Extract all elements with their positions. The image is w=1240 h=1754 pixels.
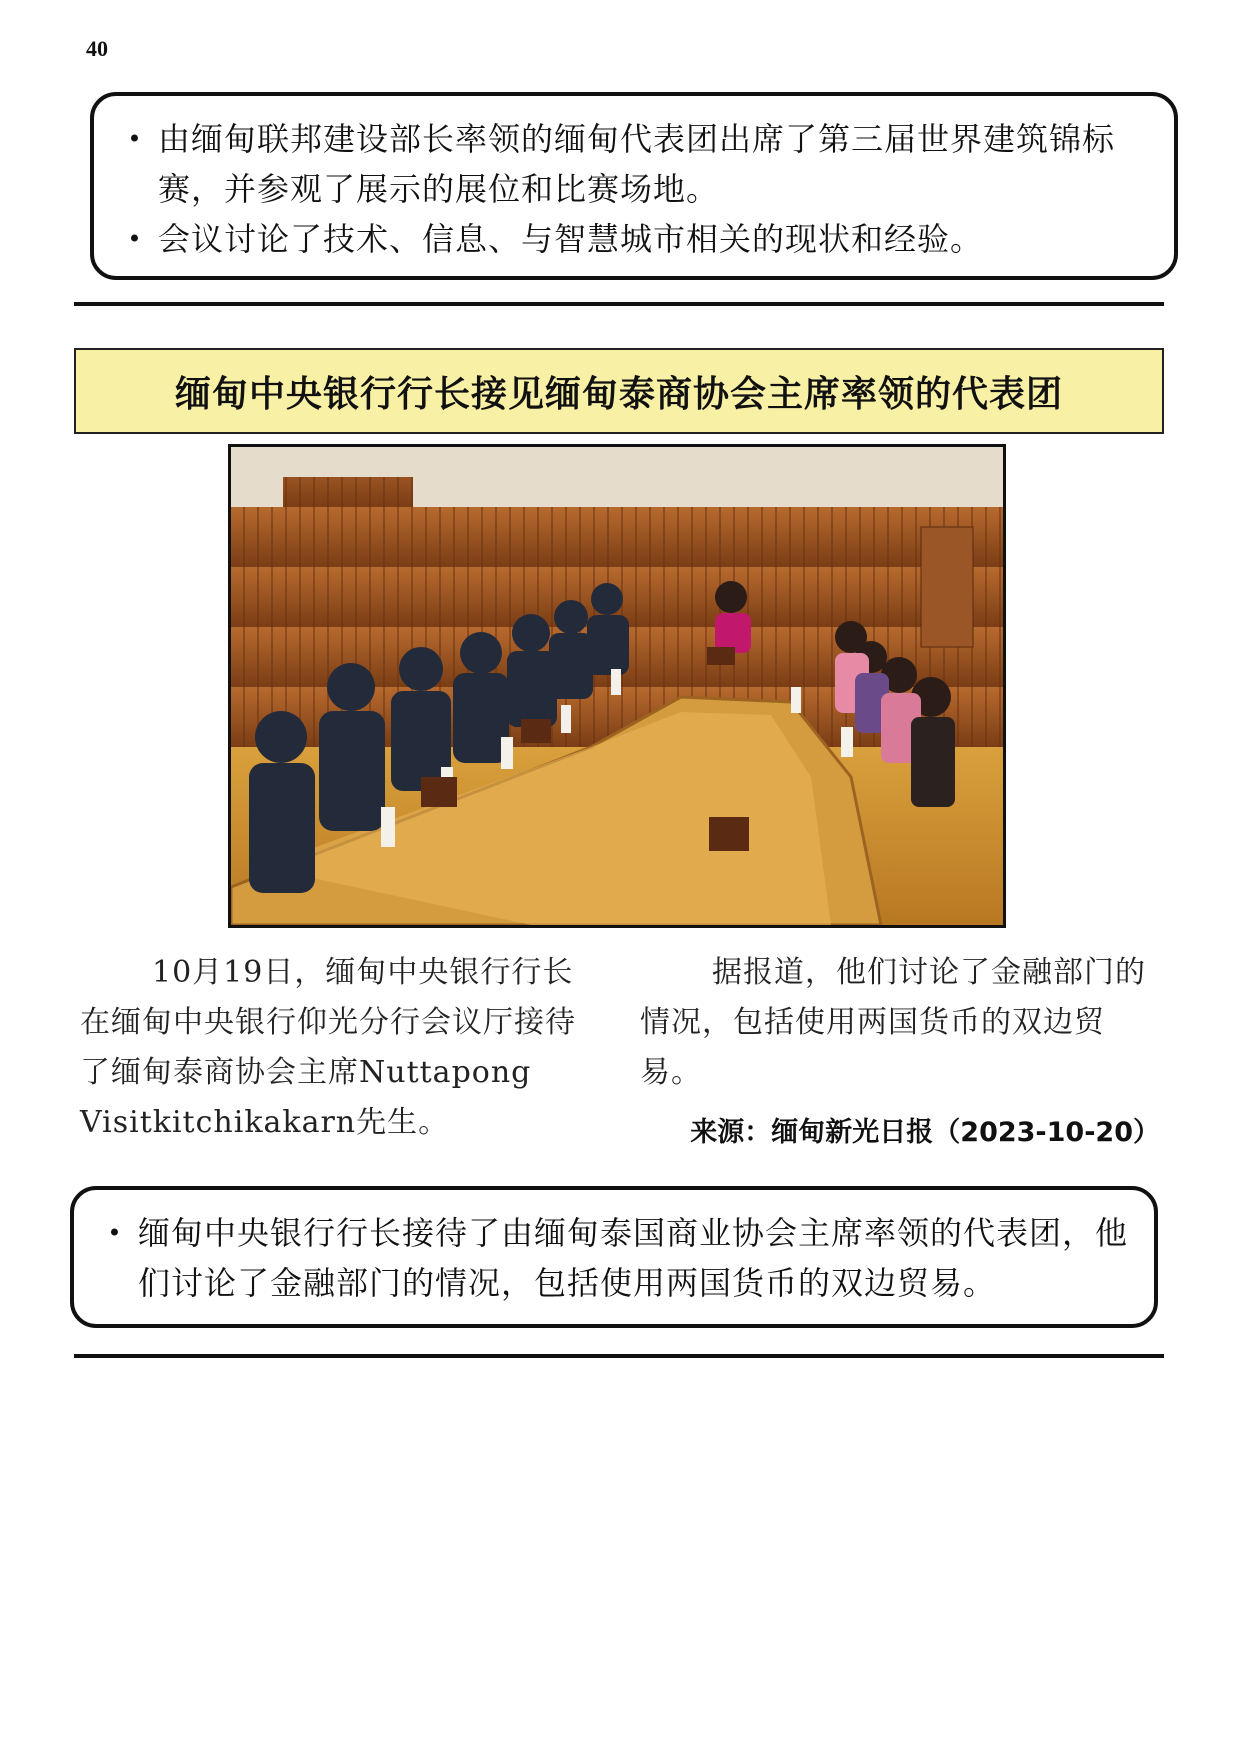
summary-bullet-text: 缅甸中央银行行长接待了由缅甸泰国商业协会主席率领的代表团，他们讨论了金融部门的情况，包括使用两国货币的双边贸易。: [138, 1214, 1129, 1302]
article-left-paragraph: 10月19日，缅甸中央银行行长在缅甸中央银行仰光分行会议厅接待了缅甸泰商协会主席Nuttapong Visitkitchikakarn先生。: [80, 955, 576, 1140]
summary-box-top: [90, 92, 1178, 280]
article-title: 缅甸中央银行行长接见缅甸泰商协会主席率领的代表团: [174, 373, 1063, 415]
summary-bullet: [112, 114, 1156, 214]
article-title-banner: [74, 348, 1164, 434]
summary-bullet: [112, 214, 1156, 264]
meeting-photo: [228, 444, 1006, 928]
page-number: 40: [86, 36, 108, 61]
bullet-dot-icon: •: [127, 125, 143, 153]
meeting-photo-illustration: [231, 447, 1003, 925]
summary-bullet: [92, 1208, 1136, 1308]
summary-box-bottom: [70, 1186, 1158, 1328]
article-source: 来源：缅甸新光日报（2023-10-20）: [690, 1117, 1160, 1148]
article-right-paragraph: 据报道，他们讨论了金融部门的情况，包括使用两国货币的双边贸易。: [640, 955, 1146, 1090]
bullet-dot-icon: •: [127, 225, 143, 253]
article-right-column: [640, 948, 1160, 1098]
summary-bullet-text: 会议讨论了技术、信息、与智慧城市相关的现状和经验。: [158, 220, 984, 258]
article-left-column: [80, 948, 600, 1148]
section-divider: [74, 1354, 1164, 1358]
bullet-dot-icon: •: [107, 1219, 123, 1247]
section-divider: [74, 302, 1164, 306]
summary-bullet-text: 由缅甸联邦建设部长率领的缅甸代表团出席了第三届世界建筑锦标赛，并参观了展示的展位和比赛场地。: [158, 120, 1116, 208]
